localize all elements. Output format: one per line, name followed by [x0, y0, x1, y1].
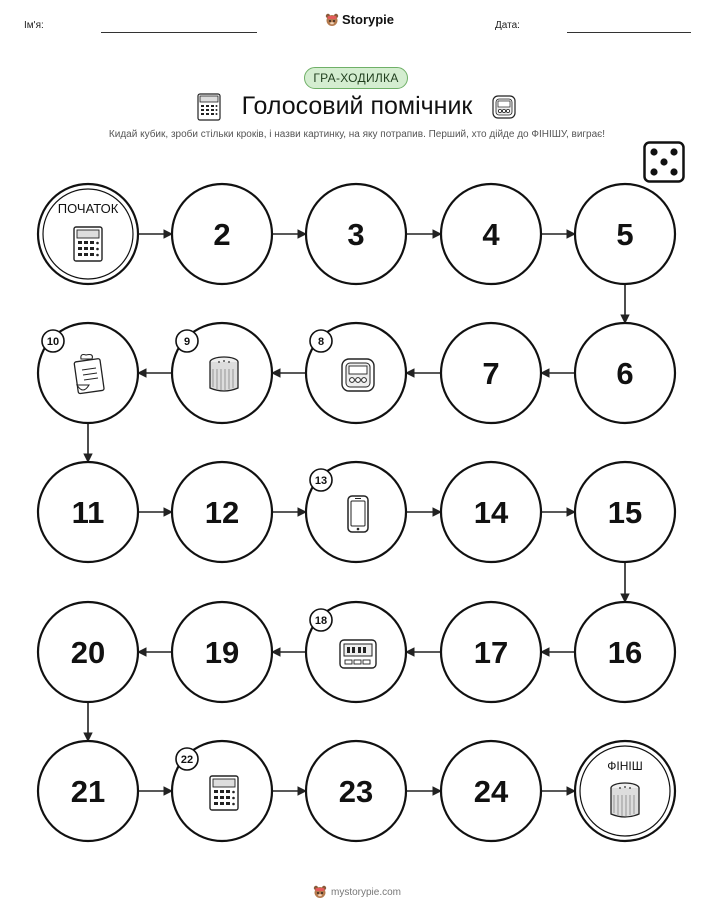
cell-number: 16 — [607, 635, 643, 670]
board-cell-15[interactable] — [575, 462, 675, 562]
cell-number: 10 — [46, 336, 60, 348]
cell-number: 17 — [473, 635, 509, 670]
board-cell-11[interactable] — [38, 462, 138, 562]
speaker-icon — [611, 783, 639, 817]
board-cell-7[interactable] — [441, 323, 541, 423]
board-cell-9[interactable] — [172, 323, 272, 423]
timer-icon — [342, 359, 374, 391]
cell-number: 21 — [70, 774, 106, 809]
board-cell-8[interactable] — [306, 323, 406, 423]
board-cell-3[interactable] — [306, 184, 406, 284]
board-cell-10[interactable] — [38, 323, 138, 423]
phone-icon — [348, 496, 368, 532]
cell-number: 19 — [204, 635, 240, 670]
cell-number: 11 — [71, 495, 105, 530]
finish-label: ФІНІШ — [607, 759, 643, 773]
cell-number: 5 — [616, 217, 634, 252]
board-cell-20[interactable] — [38, 602, 138, 702]
board-cell-17[interactable] — [441, 602, 541, 702]
cell-number: 9 — [183, 336, 191, 348]
speaker-icon — [210, 357, 238, 391]
board-cell-14[interactable] — [441, 462, 541, 562]
logo-text: Storypie — [342, 12, 395, 27]
cell-number: 8 — [317, 336, 325, 348]
console-icon — [210, 776, 238, 810]
board-cell-21[interactable] — [38, 741, 138, 841]
board-cell-24[interactable] — [441, 741, 541, 841]
board-cell-2[interactable] — [172, 184, 272, 284]
start-label: ПОЧАТОК — [57, 201, 119, 216]
page-title: Голосовий помічник — [241, 92, 473, 120]
cell-number: 18 — [314, 615, 328, 627]
board-cell-23[interactable] — [306, 741, 406, 841]
cell-number: 22 — [180, 754, 194, 766]
console-icon — [74, 227, 102, 261]
footer — [0, 885, 714, 899]
game-type-badge: ГРА-ХОДИЛКА — [304, 67, 408, 89]
cell-number: 3 — [347, 217, 365, 252]
cell-number: 6 — [616, 356, 634, 391]
board-cell-19[interactable] — [172, 602, 272, 702]
board-cell-5[interactable] — [575, 184, 675, 284]
alarm-device-icon — [340, 640, 376, 668]
cell-number: 23 — [338, 774, 374, 809]
start-cell[interactable] — [38, 184, 138, 284]
cell-number: 7 — [482, 356, 500, 391]
board-cell-12[interactable] — [172, 462, 272, 562]
board-cell-13[interactable] — [306, 462, 406, 562]
bear-logo-icon — [313, 885, 327, 899]
cell-number: 2 — [213, 217, 231, 252]
cell-number: 24 — [473, 774, 509, 809]
name-label: Ім'я: — [24, 20, 44, 31]
finish-cell[interactable] — [575, 741, 675, 841]
cell-number: 4 — [482, 217, 500, 252]
cell-number: 20 — [70, 635, 106, 670]
board-cell-4[interactable] — [441, 184, 541, 284]
cell-number: 14 — [473, 495, 509, 530]
instructions: Кидай кубик, зроби стільки кроків, і назви картинку, на яку потрапив. Перший, хто дійде до ФІНІШУ, виграє! — [108, 129, 606, 140]
cell-number: 12 — [204, 495, 240, 530]
cell-number: 15 — [607, 495, 643, 530]
cell-number: 13 — [314, 475, 328, 487]
board-cell-16[interactable] — [575, 602, 675, 702]
footer-url[interactable]: mystorypie.com — [330, 886, 401, 898]
board-cell-6[interactable] — [575, 323, 675, 423]
board-cell-22[interactable] — [172, 741, 272, 841]
date-label: Дата: — [495, 20, 520, 31]
board-cell-18[interactable] — [306, 602, 406, 702]
